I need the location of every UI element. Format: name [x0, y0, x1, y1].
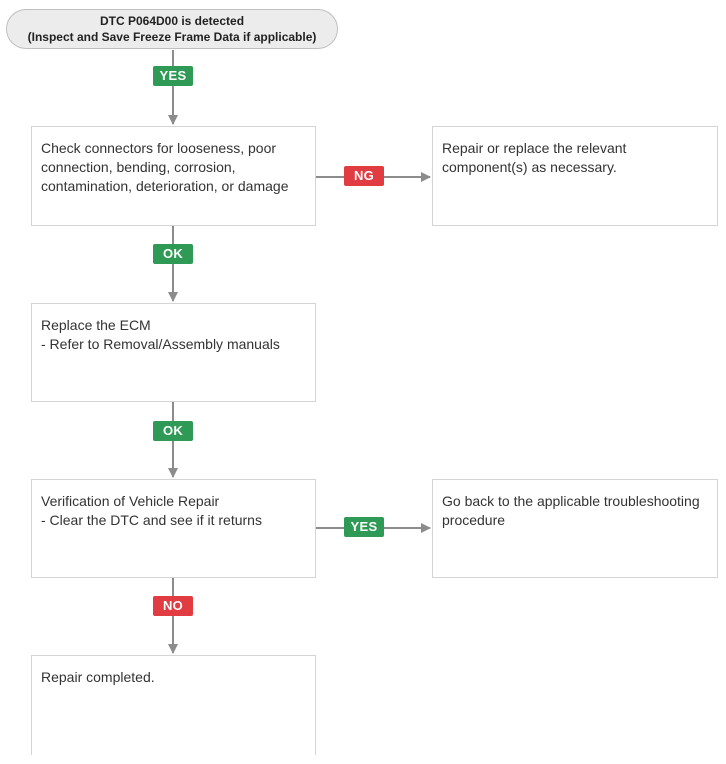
- step-repair-completed: [31, 655, 316, 755]
- step-repair-replace-component: [432, 126, 718, 226]
- start-node-dtc-detected: [6, 9, 338, 49]
- step-text: component(s) as necessary.: [442, 159, 617, 175]
- step-text: Go back to the applicable troubleshooting: [442, 493, 700, 509]
- step-text: connection, bending, corrosion,: [41, 159, 236, 175]
- badge-yes: YES: [344, 517, 384, 537]
- step-text: Verification of Vehicle Repair: [41, 493, 220, 509]
- step-verification-of-vehicle-repair: [31, 479, 316, 578]
- step-text: - Refer to Removal/Assembly manuals: [41, 336, 280, 352]
- step-text: procedure: [442, 512, 506, 528]
- step-text: contamination, deterioration, or damage: [41, 178, 289, 194]
- start-title: DTC P064D00 is detected: [99, 14, 245, 28]
- start-subtitle: (Inspect and Save Freeze Frame Data if applicable): [27, 30, 317, 44]
- step-replace-ecm: [31, 303, 316, 402]
- badge-no: NO: [153, 596, 193, 616]
- step-text: Repair completed.: [41, 669, 155, 685]
- badge-yes: YES: [153, 66, 193, 86]
- step-text: Replace the ECM: [41, 317, 151, 333]
- step-text: Check connectors for looseness, poor: [41, 140, 277, 156]
- step-text: - Clear the DTC and see if it returns: [41, 512, 262, 528]
- badge-ok: OK: [153, 421, 193, 441]
- badge-ok: OK: [153, 244, 193, 264]
- badge-ng: NG: [344, 166, 384, 186]
- step-text: Repair or replace the relevant: [442, 140, 627, 156]
- step-check-connectors: [31, 126, 316, 226]
- step-go-back-troubleshooting: [432, 479, 718, 578]
